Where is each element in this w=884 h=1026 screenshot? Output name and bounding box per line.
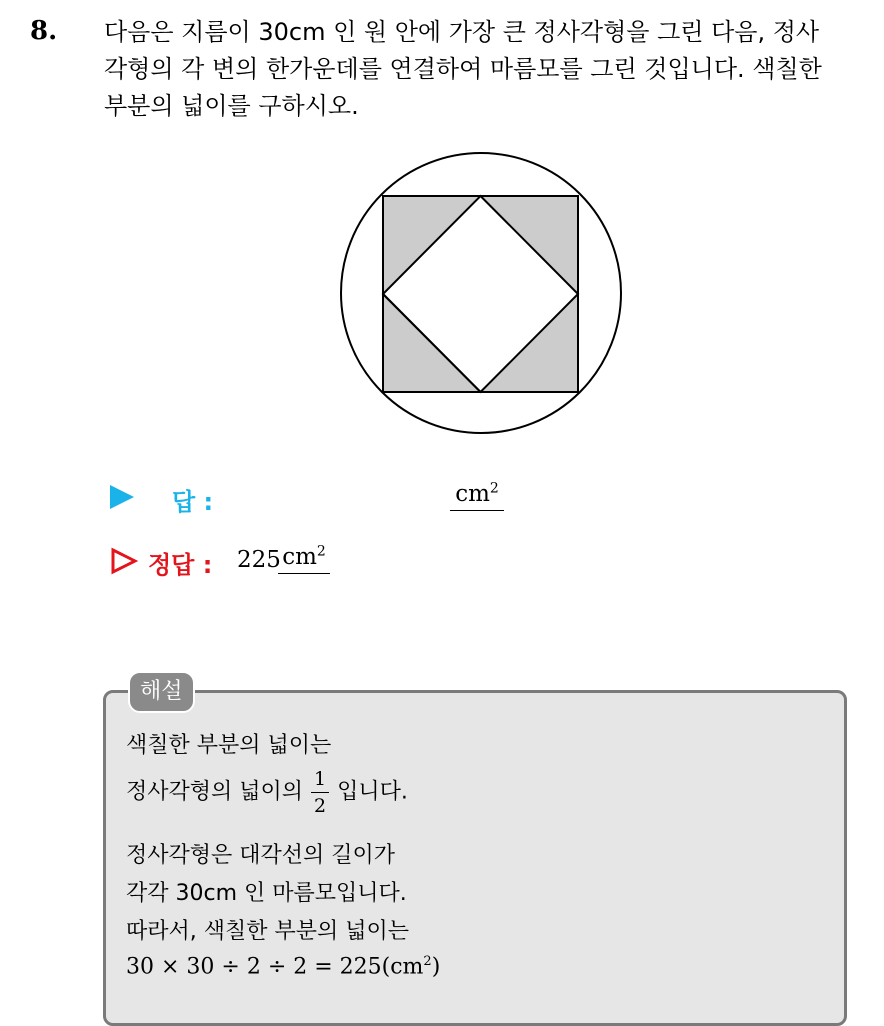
question-text <box>104 14 864 125</box>
explanation-line-1: 색칠한 부분의 넓이는 <box>126 733 332 758</box>
answer-unit-exponent: 2 <box>489 480 499 496</box>
question-line-3: 부분의 넓이를 구하시오. <box>104 92 359 120</box>
correct-arrow-icon <box>110 547 138 575</box>
fraction <box>311 766 329 819</box>
answer-arrow-icon <box>110 485 134 509</box>
explanation-line-5: 따라서, 색칠한 부분의 넓이는 <box>126 919 409 944</box>
geometry-figure <box>340 152 630 442</box>
formula-text: 30 × 30 ÷ 2 ÷ 2 = 225(cm <box>126 954 424 980</box>
answer-unit-base: cm <box>455 480 490 507</box>
correct-answer-row <box>110 543 530 583</box>
explanation-line-3: 정사각형은 대각선의 길이가 <box>126 843 396 868</box>
formula-close: ) <box>431 954 441 980</box>
answer-label: 답 : <box>172 488 214 516</box>
fraction-numerator: 1 <box>311 766 329 793</box>
question-line-1: 다음은 지름이 30cm 인 원 안에 가장 큰 정사각형을 그린 다음, 정사 <box>104 18 820 46</box>
correct-unit-exponent: 2 <box>316 543 326 559</box>
explanation-formula <box>126 954 440 979</box>
fraction-denominator: 2 <box>314 795 327 817</box>
question-number: 8. <box>30 16 58 46</box>
question-line-2: 각형의 각 변의 한가운데를 연결하여 마름모를 그린 것입니다. 색칠한 <box>104 55 822 83</box>
correct-label: 정답 : <box>148 551 213 579</box>
explanation-line-2-pre: 정사각형의 넓이의 <box>126 779 304 805</box>
explanation-line-2 <box>126 766 408 819</box>
explanation-line-4: 각각 30cm 인 마름모입니다. <box>126 881 407 906</box>
explanation-tag: 해설 <box>128 671 195 713</box>
correct-unit-base: cm <box>282 543 317 570</box>
answer-row <box>110 480 530 520</box>
formula-exponent: 2 <box>423 954 432 969</box>
correct-value: 225 <box>237 547 281 573</box>
answer-blank[interactable] <box>450 480 504 511</box>
answer-unit <box>455 481 499 507</box>
explanation-line-2-post: 입니다. <box>337 779 408 805</box>
correct-unit <box>278 543 330 574</box>
